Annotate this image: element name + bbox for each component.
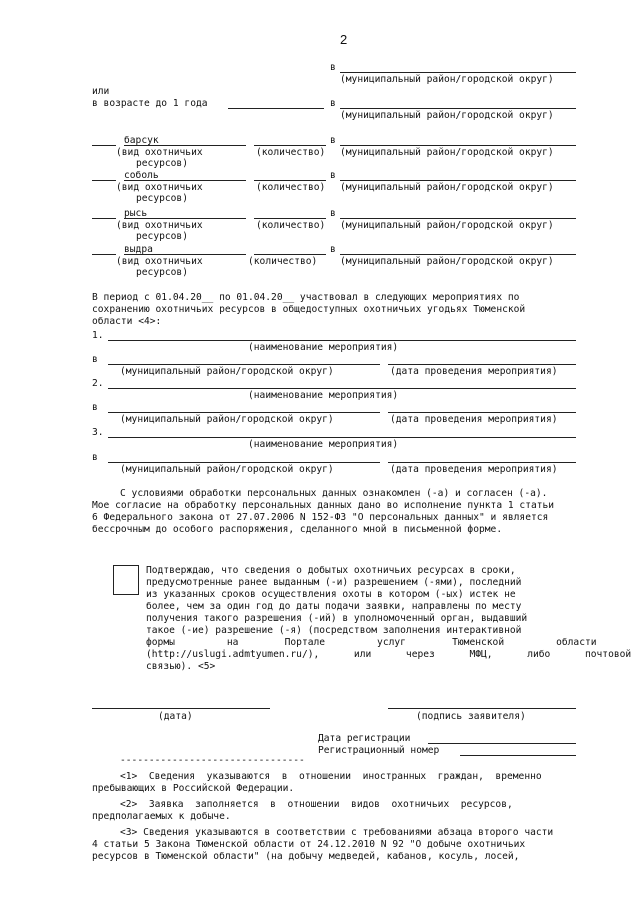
signature-line[interactable] (388, 708, 576, 709)
event-area-caption: (муниципальный район/городской округ) (120, 464, 334, 475)
page-number: 2 (340, 32, 348, 47)
kind-line (124, 254, 246, 255)
area-line (340, 108, 576, 109)
qty-caption: (количество) (248, 256, 318, 267)
event-number: 3. (92, 427, 104, 438)
area-line (340, 254, 576, 255)
in-label: в (330, 98, 336, 109)
paragraph-line: связью). <5> (146, 661, 216, 672)
footnote-line: 4 статьи 5 Закона Тюменской области от 24.12.2010 N 92 "О добыче охотничьих (92, 839, 526, 850)
area-line (340, 218, 576, 219)
paragraph-line: формы на Портале услуг Тюменской области (146, 637, 597, 648)
area-caption: (муниципальный район/городской округ) (340, 147, 554, 158)
footnote-line: ресурсов в Тюменской области" (на добычу медведей, кабанов, косуль, лосей, (92, 851, 520, 862)
blank-line (92, 218, 116, 219)
event-area-line (108, 364, 380, 365)
registration-number-label: Регистрационный номер (318, 745, 440, 756)
paragraph-line: получения такого разрешения (-ий) в уполномоченный орган, выдавший (146, 613, 528, 624)
kind-line (124, 180, 246, 181)
animal-name: соболь (124, 170, 159, 181)
event-name-caption: (наименование мероприятия) (248, 439, 399, 450)
event-name-line (108, 340, 576, 341)
paragraph-line: Мое согласие на обработку персональных данных дано во исполнение пункта 1 статьи (92, 500, 555, 511)
area-caption: (муниципальный район/городской округ) (340, 256, 554, 267)
animal-name: барсук (124, 135, 159, 146)
in-label: в (330, 170, 336, 181)
paragraph-line: В период с 01.04.20__ по 01.04.20__ участвовал в следующих мероприятиях по (92, 292, 520, 303)
kind-line (124, 218, 246, 219)
kind-caption: (вид охотничьих (116, 220, 203, 231)
event-date-line (388, 462, 576, 463)
paragraph-line: из указанных сроков осуществления охоты в котором (-ых) истек не (146, 589, 516, 600)
paragraph-line: области <4>: (92, 316, 162, 327)
event-area-caption: (муниципальный район/городской округ) (120, 414, 334, 425)
qty-line (254, 180, 326, 181)
animal-name: выдра (124, 244, 153, 255)
area-line (340, 72, 576, 73)
event-date-line (388, 412, 576, 413)
area-caption: (муниципальный район/городской округ) (340, 220, 554, 231)
footnote-line: <3> Сведения указываются в соответствии с требованиями абзаца второго части (120, 827, 554, 838)
event-date-line (388, 364, 576, 365)
in-label: в (330, 208, 336, 219)
footnote-line: предполагаемых к добыче. (92, 811, 231, 822)
footnote-line: <2> Заявка заполняется в отношении видов охотничьих ресурсов, (120, 799, 513, 810)
kind-caption: (вид охотничьих (116, 182, 203, 193)
kind-caption-2: ресурсов) (136, 267, 188, 278)
footnote-line: <1> Сведения указываются в отношении иностранных граждан, временно (120, 771, 542, 782)
qty-caption: (количество) (256, 182, 326, 193)
event-area-line (108, 412, 380, 413)
age-line (228, 108, 324, 109)
event-number: 1. (92, 330, 104, 341)
event-date-caption: (дата проведения мероприятия) (390, 414, 558, 425)
event-name-caption: (наименование мероприятия) (248, 390, 399, 401)
qty-line (254, 145, 326, 146)
footnote-line: пребывающих в Российской Федерации. (92, 783, 295, 794)
animal-name: рысь (124, 208, 148, 219)
paragraph-line: С условиями обработки персональных данных ознакомлен (-а) и согласен (-а). (120, 488, 548, 499)
footnote-separator: -------------------------------- (120, 755, 305, 766)
blank-line (92, 180, 116, 181)
in-label: в (92, 402, 98, 413)
kind-line (124, 145, 246, 146)
qty-line (254, 254, 326, 255)
paragraph-line: сохранению охотничьих ресурсов в общедоступных охотничьих угодьях Тюменской (92, 304, 526, 315)
paragraph-line: бессрочным до особого распоряжения, сделанного мной в письменной форме. (92, 524, 503, 535)
date-caption: (дата) (158, 711, 193, 722)
area-caption: (муниципальный район/городской округ) (340, 182, 554, 193)
in-label: в (330, 244, 336, 255)
or-label: или (92, 86, 110, 97)
paragraph-line: (http://uslugi.admtyumen.ru/), или через МФЦ, либо почтовой (146, 649, 632, 660)
area-caption: (муниципальный район/городской округ) (340, 110, 554, 121)
event-name-caption: (наименование мероприятия) (248, 342, 399, 353)
event-name-line (108, 388, 576, 389)
kind-caption-2: ресурсов) (136, 193, 188, 204)
registration-date-label: Дата регистрации (318, 733, 411, 744)
area-line (340, 145, 576, 146)
in-label: в (92, 452, 98, 463)
event-date-caption: (дата проведения мероприятия) (390, 366, 558, 377)
qty-caption: (количество) (256, 147, 326, 158)
event-name-line (108, 437, 576, 438)
paragraph-line: предусмотренные ранее выданным (-и) разрешением (-ями), последний (146, 577, 522, 588)
area-caption: (муниципальный район/городской округ) (340, 74, 554, 85)
kind-caption: (вид охотничьих (116, 256, 203, 267)
kind-caption: (вид охотничьих (116, 147, 203, 158)
kind-caption-2: ресурсов) (136, 231, 188, 242)
area-line (340, 180, 576, 181)
signature-caption: (подпись заявителя) (416, 711, 526, 722)
blank-line (92, 254, 116, 255)
registration-number-line[interactable] (460, 755, 576, 756)
confirm-checkbox[interactable] (113, 565, 139, 595)
event-date-caption: (дата проведения мероприятия) (390, 464, 558, 475)
event-area-line (108, 462, 380, 463)
paragraph-line: 6 Федерального закона от 27.07.2006 N 152-ФЗ "О персональных данных" и является (92, 512, 549, 523)
registration-date-line[interactable] (428, 743, 576, 744)
event-area-caption: (муниципальный район/городской округ) (120, 366, 334, 377)
in-label: в (92, 354, 98, 365)
date-line[interactable] (92, 708, 270, 709)
in-label: в (330, 135, 336, 146)
blank-line (92, 145, 116, 146)
qty-caption: (количество) (256, 220, 326, 231)
paragraph-line: более, чем за один год до даты подачи заявки, направлены по месту (146, 601, 522, 612)
age-label: в возрасте до 1 года (92, 98, 208, 109)
paragraph-line: Подтверждаю, что сведения о добытых охотничьих ресурсах в сроки, (146, 565, 516, 576)
in-label: в (330, 62, 336, 73)
paragraph-line: такое (-ие) разрешение (-я) (посредством заполнения интерактивной (146, 625, 522, 636)
qty-line (254, 218, 326, 219)
kind-caption-2: ресурсов) (136, 158, 188, 169)
event-number: 2. (92, 378, 104, 389)
